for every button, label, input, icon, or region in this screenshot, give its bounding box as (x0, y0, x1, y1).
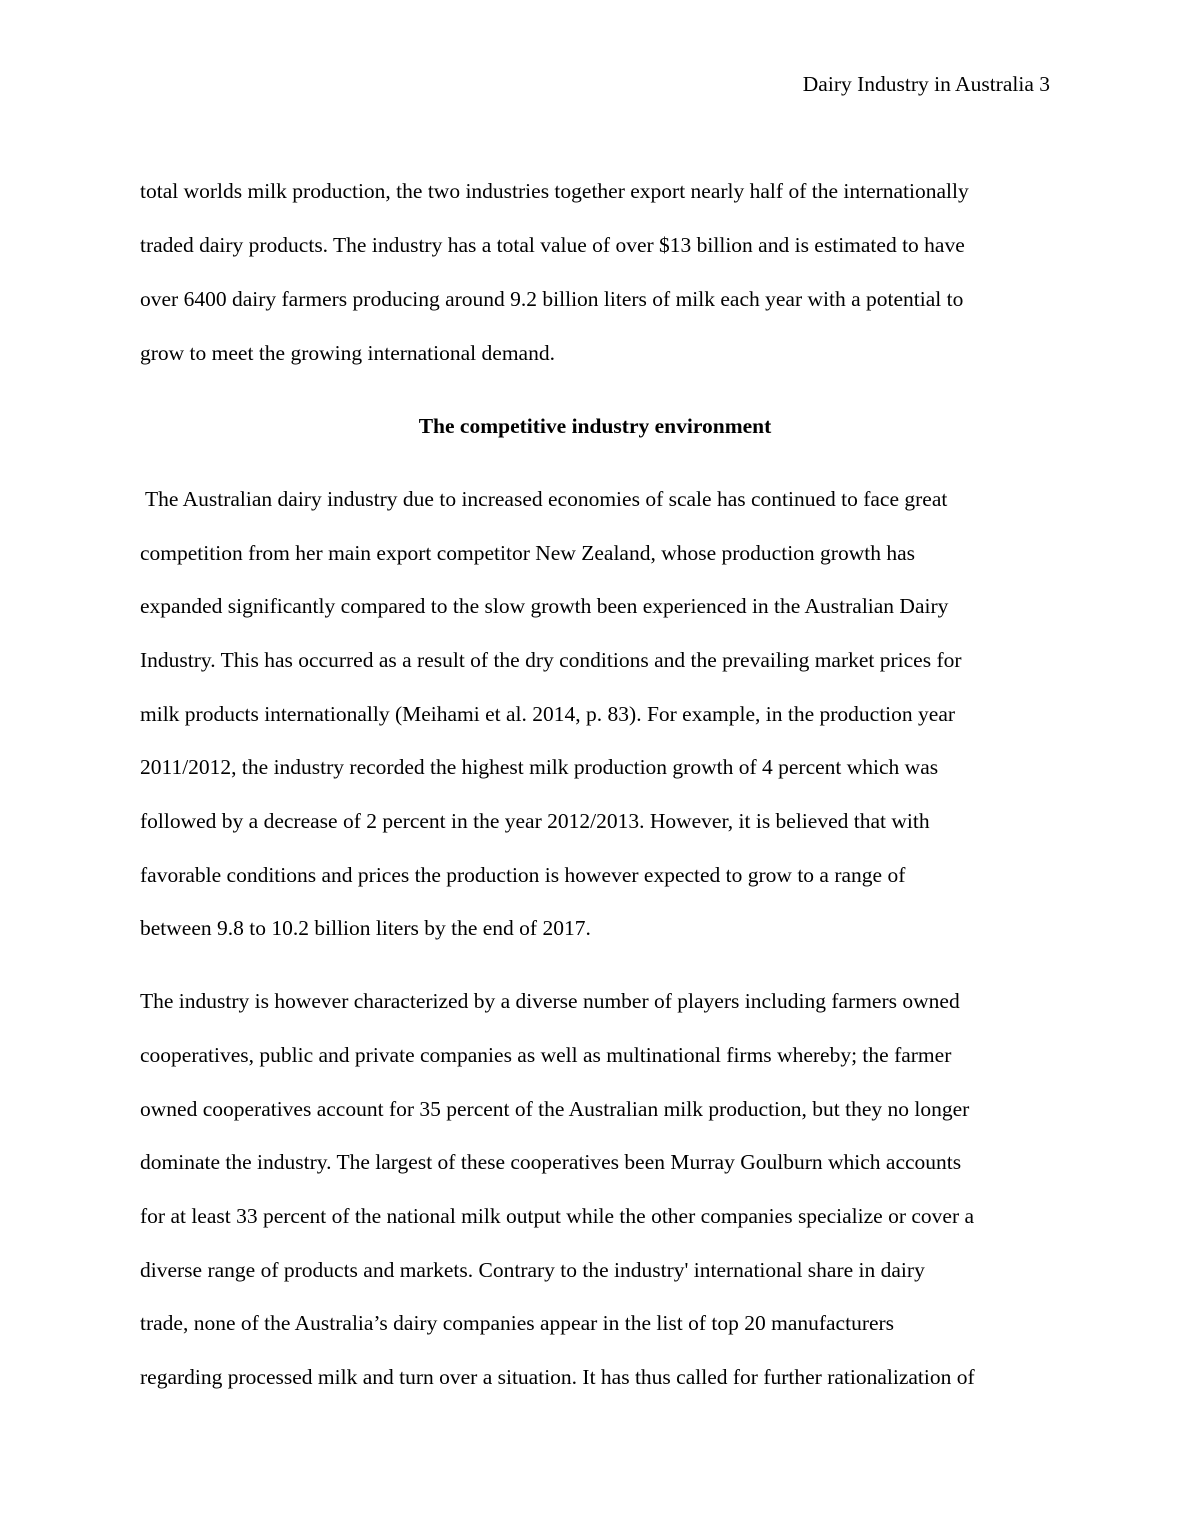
paragraph-line: expanded significantly compared to the slow growth been experienced in the Australian Dairy (140, 594, 949, 618)
paragraph-line: cooperatives, public and private companies as well as multinational firms whereby; the farmer (140, 1043, 952, 1067)
paragraph-line: Industry. This has occurred as a result of the dry conditions and the prevailing market prices for (140, 648, 962, 672)
paragraph-line: milk products internationally (Meihami et al. 2014, p. 83). For example, in the production year (140, 702, 956, 726)
paragraph-line: The Australian dairy industry due to increased economies of scale has continued to face great (140, 487, 948, 511)
paragraph-line: diverse range of products and markets. Contrary to the industry' international share in dairy (140, 1258, 925, 1282)
paragraph-line: 2011/2012, the industry recorded the highest milk production growth of 4 percent which was (140, 755, 939, 779)
paragraph-line: over 6400 dairy farmers producing around 9.2 billion liters of milk each year with a potential to (140, 287, 964, 311)
paragraph-line: The industry is however characterized by a diverse number of players including farmers owned (140, 989, 960, 1013)
section-heading: The competitive industry environment (418, 414, 772, 438)
paragraph-line: dominate the industry. The largest of these cooperatives been Murray Goulburn which accounts (140, 1150, 962, 1174)
running-head: Dairy Industry in Australia 3 (802, 72, 1050, 96)
paragraph-line: favorable conditions and prices the production is however expected to grow to a range of (140, 863, 906, 887)
paragraph-line: grow to meet the growing international demand. (140, 341, 555, 365)
paragraph-line: traded dairy products. The industry has a total value of over $13 billion and is estimated to have (140, 233, 965, 257)
paragraph-line: owned cooperatives account for 35 percent of the Australian milk production, but they no longer (140, 1097, 970, 1121)
paragraph-line: trade, none of the Australia’s dairy companies appear in the list of top 20 manufacturers (140, 1311, 895, 1335)
paragraph-line: between 9.8 to 10.2 billion liters by the end of 2017. (140, 916, 591, 940)
paragraph-line: regarding processed milk and turn over a situation. It has thus called for further rationalization of (140, 1365, 975, 1389)
paragraph-line: followed by a decrease of 2 percent in the year 2012/2013. However, it is believed that with (140, 809, 930, 833)
paragraph-line: for at least 33 percent of the national milk output while the other companies specialize or cover a (140, 1204, 975, 1228)
paragraph-line: total worlds milk production, the two industries together export nearly half of the internationally (140, 179, 969, 203)
paragraph-line: competition from her main export competitor New Zealand, whose production growth has (140, 541, 915, 565)
